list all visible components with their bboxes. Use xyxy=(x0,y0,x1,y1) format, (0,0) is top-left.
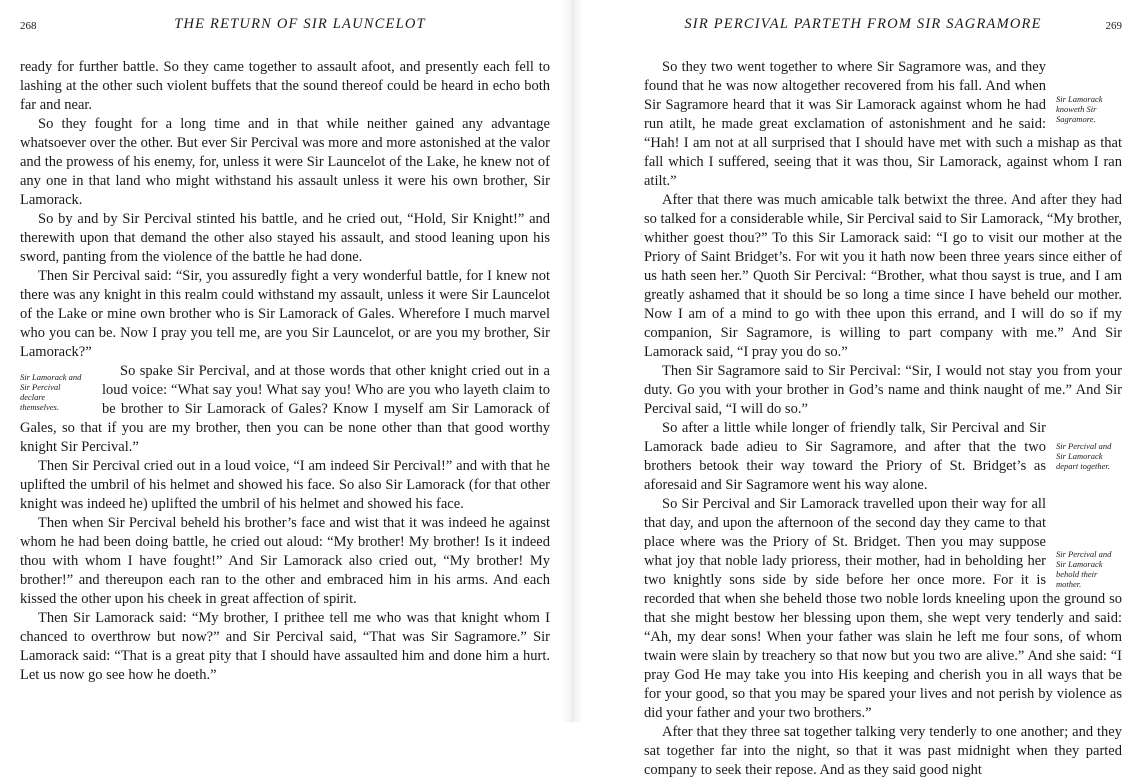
marginal-note: Sir Percival and Sir Lamorack depart together. xyxy=(1056,441,1112,471)
left-page-header xyxy=(20,16,550,38)
right-page-body xyxy=(644,58,1122,780)
marginal-note: Sir Percival and Sir Lamorack behold their mother. xyxy=(1056,549,1112,589)
paragraph: Then Sir Percival said: “Sir, you assuredly fight a very wonderful battle, for I knew not there was any knight in this realm could withstand my assault, unless it were Sir Launcelot of the Lake or mine own brother who is Sir Lamorack of Gales. Wherefore I much marvel who you can be. Now I pray you tell me, are you Sir Launcelot, or are you my brother, Sir Lamorack?” xyxy=(20,268,550,360)
paragraph: After that there was much amicable talk betwixt the three. And after they had so talked for a considerable while, Sir Percival said to Sir Lamorack, “My brother, whither goest thou?” To this Sir Lamorack said: “I go to visit our mother at the Priory of Saint Bridget’s. For wit you it hath now been three years since either of us hath seen her.” Quoth Sir Percival: “Brother, what thou sayst is true, and I am greatly ashamed that it should be so long a time since I have beheld our mother. Now I am of a mind to go with thee upon this errand, and I will do so if my companion, Sir Sagramore, is willing to part company with me.” And Sir Lamorack said, “I pray you do so.” xyxy=(644,192,1122,360)
page-number: 269 xyxy=(1105,20,1122,32)
running-head: THE RETURN OF SIR LAUNCELOT xyxy=(174,16,426,32)
paragraph: So they two went together to where Sir Sagramore was, and they found that he was now altogether recovered from his fall. And when Sir Sagramore heard that it was Sir Lamorack against whom he had run atilt, he made great exclamation of astonishment and he said: “Hah! I am not at all surprised that I should have met with such a mishap as that fall which I suffered, seeing that it was thou, Sir Lamorack, against whom I ran atilt.” xyxy=(644,59,1122,189)
paragraph: After that they three sat together talking very tenderly to one another; and they sat together far into the night, so that it was past midnight when they parted company to seek their repose. And as they said good night xyxy=(644,724,1122,778)
paragraph: Then Sir Sagramore said to Sir Percival: “Sir, I would not stay you from your duty. Go you with your brother in God’s name and think naught of me.” And Sir Percival said, “I will do so.” xyxy=(644,363,1122,417)
paragraph: Then when Sir Percival beheld his brother’s face and wist that it was indeed he against whom he had been doing battle, he cried out aloud: “My brother! My brother! Is it indeed thou with whom I have fought!” And Sir Lamorack also cried out, “My brother! My brother!” and thereupon each ran to the other and embraced him in his arms. And each kissed the other upon his cheek in great affection of spirit. xyxy=(20,515,550,607)
left-page-body xyxy=(20,58,550,685)
paragraph: ready for further battle. So they came together to assault afoot, and presently each fell to lashing at the other such violent buffets that the sound thereof could be heard in echo both far and near. xyxy=(20,59,550,113)
left-page xyxy=(0,0,572,722)
page-number: 268 xyxy=(20,20,37,32)
paragraph: So they fought for a long time and in that while neither gained any advantage whatsoever over the other. But ever Sir Percival was more and more astonished at the valor and the prowess of his enemy, for, unless it were Sir Launcelot of the Lake, he knew not of any one in that land who might withstand his assault unless it were his own brother, Sir Lamorack. xyxy=(20,116,550,208)
running-head: SIR PERCIVAL PARTETH FROM SIR SAGRAMORE xyxy=(684,16,1042,32)
paragraph: Then Sir Percival cried out in a loud voice, “I am indeed Sir Percival!” and with that he uplifted the umbril of his helmet and showed his face. So also Sir Lamorack (for that other knight was indeed he) uplifted the umbril of his helmet and showed his face. xyxy=(20,458,550,512)
paragraph: So by and by Sir Percival stinted his battle, and he cried out, “Hold, Sir Knight!” and therewith upon that demand the other also stayed his assault, and stood leaning upon his sword, panting from the violence of the battle he had done. xyxy=(20,211,550,265)
paragraph: So Sir Percival and Sir Lamorack travelled upon their way for all that day, and upon the afternoon of the second day they came to that place where was the Priory of St. Bridget. Then you may suppose what joy that noble lady prioress, their mother, had in beholding her two knightly sons side by side before her once more. For it is recorded that when she beheld those two noble lords kneeling upon the ground so that she might bestow her blessing upon them, she wept very tenderly and said: “Ah, my dear sons! When your father was slain he left me four sons, of whom twain were slain by treachery so that now but you two are alive.” And she said: “I pray God He may take you into His keeping and cherish you in all ways that be for your good, so that you may be spared your lives and not perish by violence as did your father and your two brothers.” xyxy=(644,496,1122,721)
paragraph: So spake Sir Percival, and at those words that other knight cried out in a loud voice: “What say you! What say you! Who are you who layeth claim to be brother to Sir Lamorack of Gales? Know I myself am Sir Lamorack of Gales, so that if you are my brother, then you can be none other than that good worthy knight Sir Percival.” xyxy=(20,363,550,455)
right-page-header xyxy=(644,16,1122,38)
paragraph: So after a little while longer of friendly talk, Sir Percival and Sir Lamorack bade adieu to Sir Sagramore, and after that the two brothers betook their way toward the Priory of St. Bridget’s as aforesaid and Sir Sagramore went his way alone. xyxy=(644,420,1046,493)
marginal-note: Sir Lamorack and Sir Percival declare themselves. xyxy=(20,372,82,412)
marginal-note: Sir Lamorack knoweth Sir Sagramore. xyxy=(1056,94,1103,124)
paragraph: Then Sir Lamorack said: “My brother, I prithee tell me who was that knight whom I chanced to overthrow but now?” and Sir Percival said, “That was Sir Sagramore.” Sir Lamorack said: “That is a great pity that I should have assaulted him and done him a hurt. Let us now go see how he doeth.” xyxy=(20,610,550,683)
right-page xyxy=(572,0,1144,778)
